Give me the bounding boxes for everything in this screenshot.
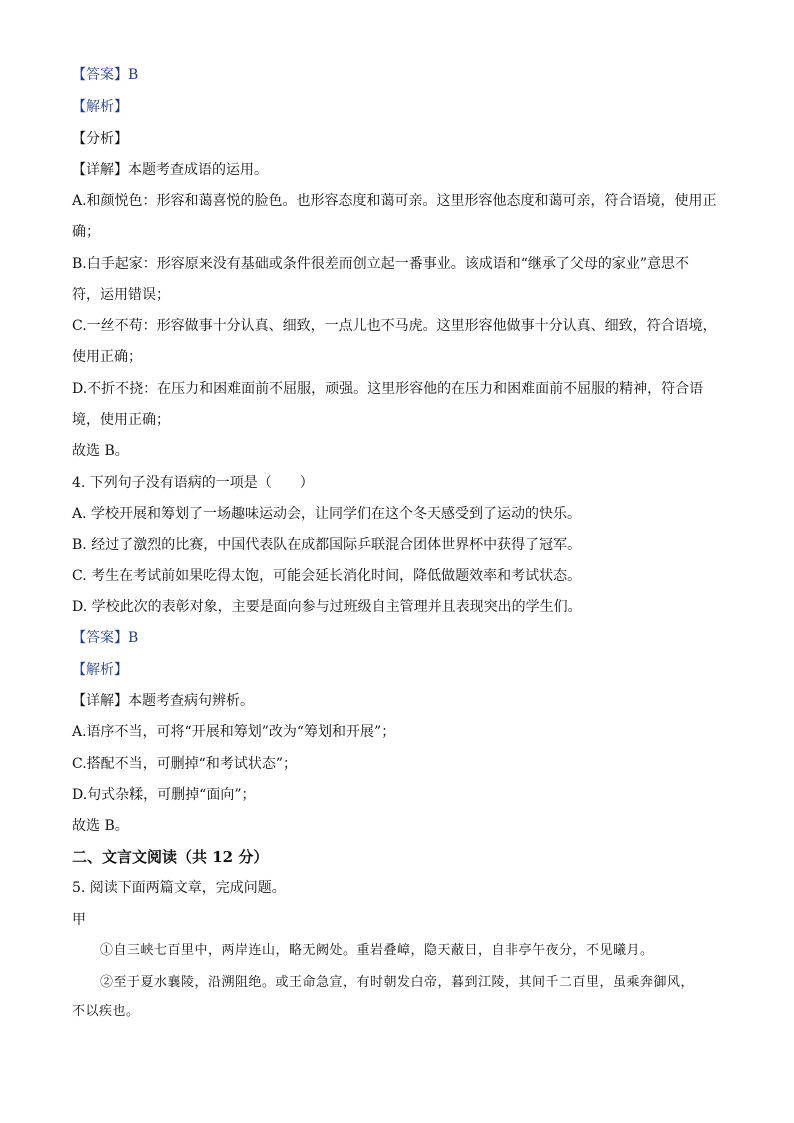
option-d-explanation: D.不折不挠：在压力和困难面前不屈服，顽强。这里形容他的在压力和困难面前不屈服的精神，符合语 xyxy=(72,381,704,397)
answer-label-2: 【答案】B xyxy=(72,630,139,646)
analysis-label: 【解析】 xyxy=(72,99,128,115)
q4-explanation-d: D.句式杂糅，可删掉“面向”； xyxy=(72,787,256,803)
analysis-sub-label: 【分析】 xyxy=(72,131,128,147)
detail-text-2: 【详解】本题考查病句辨析。 xyxy=(72,693,254,709)
analysis-label-2: 【解析】 xyxy=(72,662,128,678)
question-4: 4. 下列句子没有语病的一项是（ ） xyxy=(72,475,314,491)
question-4-option-d: D. 学校此次的表彰对象，主要是面向参与过班级自主管理并且表现突出的学生们。 xyxy=(72,599,582,615)
conclusion-2: 故选 B。 xyxy=(72,818,129,834)
passage-paragraph-2-cont: 不以疾也。 xyxy=(72,1004,140,1019)
passage-paragraph-2: ②至于夏水襄陵，沿溯阻绝。或王命急宣，有时朝发白帝，暮到江陵，其间千二百里，虽乘奔御风， xyxy=(100,975,695,990)
option-a-explanation: A.和颜悦色：形容和蔼喜悦的脸色。也形容态度和蔼可亲。这里形容他态度和蔼可亲，符合语境，使用正 xyxy=(72,193,717,209)
question-5: 5. 阅读下面两篇文章，完成问题。 xyxy=(72,880,286,896)
option-a-explanation-cont: 确； xyxy=(72,224,100,240)
q4-explanation-c: C.搭配不当，可删掉“和考试状态”； xyxy=(72,756,297,772)
option-b-explanation-cont: 符，运用错误； xyxy=(72,287,170,303)
section-heading: 二、文言文阅读（共 12 分） xyxy=(72,848,269,866)
passage-paragraph-1: ①自三峡七百里中，两岸连山，略无阙处。重岩叠嶂，隐天蔽日，自非亭午夜分，不见曦月。 xyxy=(100,943,654,958)
passage-label: 甲 xyxy=(72,912,86,928)
question-4-option-b: B. 经过了激烈的比赛，中国代表队在成都国际乒联混合团体世界杯中获得了冠军。 xyxy=(72,537,582,553)
option-c-explanation-cont: 使用正确； xyxy=(72,349,142,365)
question-4-option-c: C. 考生在考试前如果吃得太饱，可能会延长消化时间，降低做题效率和考试状态。 xyxy=(72,568,582,584)
option-d-explanation-cont: 境，使用正确； xyxy=(72,412,170,428)
answer-label: 【答案】B xyxy=(72,67,139,83)
option-b-explanation: B.白手起家：形容原来没有基础或条件很差而创立起一番事业。该成语和“继承了父母的家业”意思不 xyxy=(72,256,690,272)
option-c-explanation: C.一丝不苟：形容做事十分认真、细致，一点儿也不马虎。这里形容他做事十分认真、细致，符合语境， xyxy=(72,318,717,334)
question-4-option-a: A. 学校开展和筹划了一场趣味运动会，让同学们在这个冬天感受到了运动的快乐。 xyxy=(72,506,582,522)
q4-explanation-a: A.语序不当，可将“开展和筹划”改为“筹划和开展”； xyxy=(72,724,396,740)
detail-text: 【详解】本题考查成语的运用。 xyxy=(72,162,268,178)
conclusion: 故选 B。 xyxy=(72,443,129,459)
